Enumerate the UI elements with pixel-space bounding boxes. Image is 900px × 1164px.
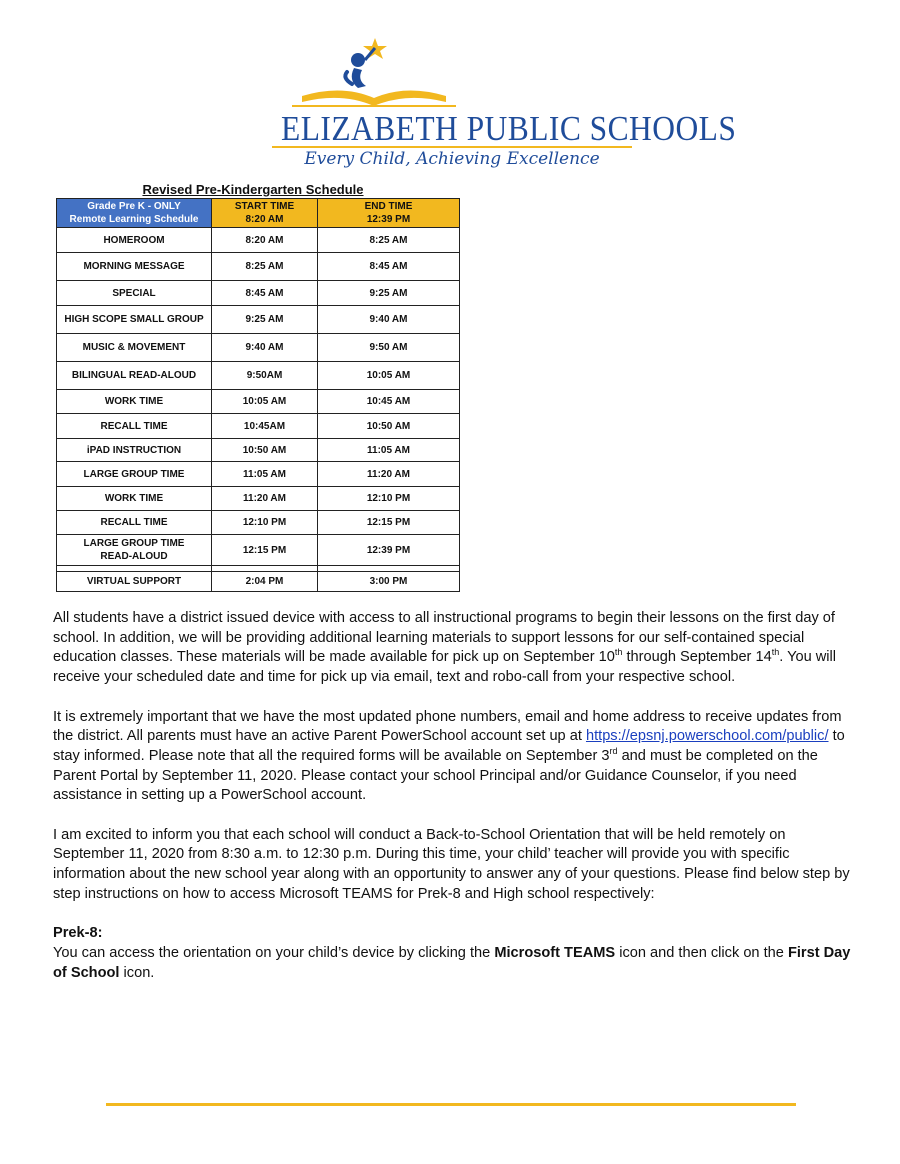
end-time-header	[318, 199, 460, 228]
table-row	[57, 253, 460, 281]
schedule-header-row	[57, 199, 460, 228]
activity-cell: HIGH SCOPE SMALL GROUP	[57, 306, 212, 334]
start-cell: 11:05 AM	[212, 462, 318, 487]
end-cell: 10:45 AM	[318, 390, 460, 414]
activity-cell: SPECIAL	[57, 281, 212, 306]
footer-divider	[106, 1103, 796, 1106]
end-time-value: 12:39 PM	[366, 214, 411, 225]
activity-cell: WORK TIME	[57, 487, 212, 511]
paragraph-prek-instructions: You can access the orientation on your child’s device by clicking the Microsoft TEAMS icon and then click on the First Day of School icon.	[53, 944, 851, 981]
activity-cell: LARGE GROUP TIME	[57, 462, 212, 487]
end-cell: 9:25 AM	[318, 281, 460, 306]
start-cell: 10:05 AM	[212, 390, 318, 414]
end-cell: 11:20 AM	[318, 462, 460, 487]
activity-cell: HOMEROOM	[57, 228, 212, 253]
end-cell: 8:45 AM	[318, 253, 460, 281]
end-time-label: END TIME	[364, 201, 413, 212]
start-cell: 9:25 AM	[212, 306, 318, 334]
table-row	[57, 535, 460, 566]
table-row	[57, 306, 460, 334]
district-logo	[262, 36, 737, 180]
end-cell: 3:00 PM	[318, 572, 460, 592]
end-cell: 10:50 AM	[318, 414, 460, 439]
paragraph-orientation: I am excited to inform you that each school will conduct a Back-to-School Orientation that will be held remotely on September 11, 2020 from 8:30 a.m. to 12:30 p.m. During this time, your child’ teacher will provide you with specific information about the new school year along with an opportunity to answer any of your questions. Please find below step by step instructions on how to access Microsoft TEAMS for Prek-8 and High school respectively:	[53, 826, 850, 902]
start-time-label: START TIME	[234, 201, 295, 212]
start-cell: 8:25 AM	[212, 253, 318, 281]
schedule-table	[56, 198, 460, 592]
activity-cell: WORK TIME	[57, 390, 212, 414]
paragraph-powerschool: It is extremely important that we have the most updated phone numbers, email and home address to receive updates from the district. All parents must have an active Parent PowerSchool account set up at https://epsnj.powerschool.com/public/ to stay informed. Please note that all the required forms will be available on September 3rd and must be completed on the Parent Portal by September 11, 2020. Please contact your school Principal and/or Guidance Counselor, if you need assistance in setting up a PowerSchool account.	[53, 708, 845, 804]
grade-header-line2: Remote Learning Schedule	[69, 214, 199, 225]
start-cell: 9:40 AM	[212, 334, 318, 362]
table-row	[57, 572, 460, 592]
table-row	[57, 228, 460, 253]
paragraph-devices: All students have a district issued device with access to all instructional programs to begin their lessons on the first day of school. In addition, we will be providing additional learning materials to support lessons for our self-contained special education classes. These materials will be made available for pick up on September 10th through September 14th. You will receive your scheduled date and time for pick up via email, text and robo-call from your respective school.	[53, 610, 837, 686]
table-row	[57, 511, 460, 535]
end-cell: 12:10 PM	[318, 487, 460, 511]
end-cell: 10:05 AM	[318, 362, 460, 390]
end-cell: 9:40 AM	[318, 306, 460, 334]
start-time-value: 8:20 AM	[245, 214, 284, 225]
table-row	[57, 390, 460, 414]
grade-header-line1: Grade Pre K - ONLY	[87, 201, 181, 212]
start-cell: 11:20 AM	[212, 487, 318, 511]
activity-cell: MUSIC & MOVEMENT	[57, 334, 212, 362]
end-cell: 12:15 PM	[318, 511, 460, 535]
activity-cell: VIRTUAL SUPPORT	[57, 572, 212, 592]
activity-line1: LARGE GROUP TIME	[83, 538, 185, 549]
start-cell: 12:10 PM	[212, 511, 318, 535]
start-cell: 12:15 PM	[212, 535, 318, 566]
table-row	[57, 281, 460, 306]
start-cell: 8:20 AM	[212, 228, 318, 253]
activity-cell	[57, 535, 212, 566]
district-name: ELIZABETH PUBLIC SCHOOLS	[281, 109, 737, 148]
reading-child-icon	[262, 36, 642, 116]
table-row	[57, 487, 460, 511]
table-row	[57, 462, 460, 487]
district-tagline: Every Child, Achieving Excellence	[304, 149, 600, 169]
start-cell: 10:45AM	[212, 414, 318, 439]
end-cell: 12:39 PM	[318, 535, 460, 566]
activity-line2: READ-ALOUD	[100, 551, 168, 562]
table-row	[57, 362, 460, 390]
schedule-title: Revised Pre-Kindergarten Schedule	[142, 182, 364, 197]
activity-cell: RECALL TIME	[57, 414, 212, 439]
start-cell: 10:50 AM	[212, 439, 318, 462]
start-cell: 2:04 PM	[212, 572, 318, 592]
activity-cell: RECALL TIME	[57, 511, 212, 535]
end-cell: 11:05 AM	[318, 439, 460, 462]
start-time-header	[212, 199, 318, 228]
activity-cell: MORNING MESSAGE	[57, 253, 212, 281]
table-row	[57, 439, 460, 462]
end-cell: 9:50 AM	[318, 334, 460, 362]
grade-header	[57, 199, 212, 228]
activity-cell: BILINGUAL READ-ALOUD	[57, 362, 212, 390]
table-row	[57, 334, 460, 362]
activity-cell: iPAD INSTRUCTION	[57, 439, 212, 462]
start-cell: 8:45 AM	[212, 281, 318, 306]
powerschool-link[interactable]: https://epsnj.powerschool.com/public/	[585, 728, 829, 745]
letter-body	[53, 609, 853, 1003]
start-cell: 9:50AM	[212, 362, 318, 390]
prek-heading: Prek-8:	[53, 925, 103, 942]
end-cell: 8:25 AM	[318, 228, 460, 253]
table-row	[57, 414, 460, 439]
